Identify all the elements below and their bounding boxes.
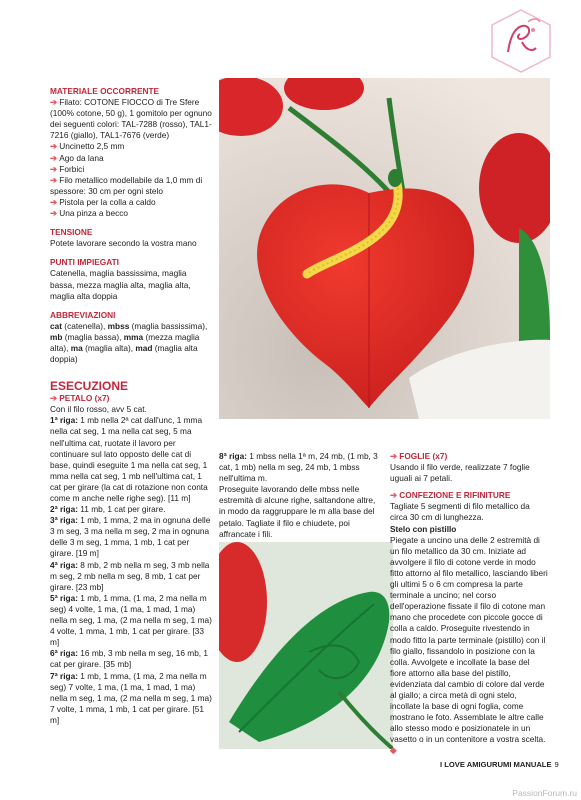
page-number: 9 — [554, 760, 559, 769]
punti-text: Catenella, maglia bassissima, maglia bassa, mezza maglia alta, maglia alta, maglia alta doppia — [50, 268, 191, 301]
foglie-text: Usando il filo verde, realizzate 7 foglie uguali ai 7 petali. — [390, 462, 530, 484]
materiale-item: ➔ Uncinetto 2,5 mm — [50, 141, 125, 152]
petalo-row: 4ª riga: 8 mb, 2 mb nella m seg, 3 mb nella m seg, 2 mb nella m seg, 8 mb, 1 cat per girare. [23 mb] — [50, 559, 210, 592]
calla-flower-image — [219, 78, 550, 419]
riga-8: 8ª riga: 1 mbss nella 1ª m, 24 mb, (1 mb, 3 cat, 1 mb) nella m seg, 24 mb, 1 mbss nell'ultima m. — [219, 451, 378, 484]
right-column — [390, 451, 548, 757]
esecuzione-title: ESECUZIONE — [50, 379, 129, 394]
materiale-list — [50, 97, 213, 219]
materiale-item: ➔ Forbici — [50, 163, 85, 174]
petalo-row: 5ª riga: 1 mb, 1 mma, (1 ma, 2 ma nella m seg) 4 volte, 1 ma, (1 ma, 1 mad, 1 ma) nella m seg, 1 ma, (2 ma nella m seg, 1 ma) 4 volte, 1 mma, 1 mb, 1 cat per girare. [33 m] — [50, 592, 212, 648]
petalo-intro: Con il filo rosso, avv 5 cat. — [50, 404, 147, 415]
petalo-row: 2ª riga: 11 mb, 1 cat per girare. — [50, 504, 166, 515]
materiale-item: ➔ Pistola per la colla a caldo — [50, 196, 156, 207]
materiale-item: ➔ Ago da lana — [50, 152, 104, 163]
materiale-item: ➔ Filo metallico modellabile da 1,0 mm di spessore: 30 cm per ogni stelo — [50, 174, 203, 196]
materiale-title: MATERIALE OCCORRENTE — [50, 86, 160, 96]
petalo-title: ➔ PETALO (x7) — [50, 393, 110, 404]
page-footer — [440, 760, 559, 769]
petalo-row: 6ª riga: 16 mb, 3 mb nella m seg, 16 mb, 1 cat per girare. [35 mb] — [50, 648, 209, 670]
calla-flower-photo — [219, 78, 550, 419]
petalo-row: 3ª riga: 1 mb, 1 mma, 2 ma in ognuna delle 3 m seg, 3 ma nella m seg, 2 ma in ognuna delle 3 m seg, 1 mma, 1 mb, 1 cat per girare. [19 m] — [50, 515, 211, 559]
foglie-title: ➔ FOGLIE (x7) — [390, 451, 448, 461]
petalo-row: 7ª riga: 1 mb, 1 mma, (1 ma, 2 ma nella m seg) 7 volte, 1 ma, (1 ma, 1 mad, 1 ma) nella m seg, 1 ma, (2 ma nella m seg, 1 ma) 7 volte, 1 mma, 1 mb, 1 cat per girare. [51 m] — [50, 670, 212, 725]
middle-column — [219, 451, 379, 540]
stelo-text: Piegate a uncino una delle 2 estremità di un filo metallico da 30 cm. Iniziate ad avvolgere il filo di cotone verde in modo fitto attorno al filo metallico, lasciando liberi gli ultimi 5 o 6 cm compresa la parte terminale a uncino; nel corso dell'operazione fissate il filo di cotone man mano che procedete con piccole gocce di colla a caldo. Proseguite rivestendo in modo fitto la parte terminale (pistillo) con il filo giallo, fissandolo in posizione con la colla. Avvolgete e incollate la base del fiore attorno alla base del pistillo, evidenziata dal cambio di colore dal verde al giallo; a circa metà di ogni stelo, incollate la base di ogni foglia, come mostrano le foto. Assemblate le altre calle allo stesso modo e posizionatele in un vasetto o in un contenitore a vostra scelta. ◆ — [390, 534, 548, 756]
materiale-item: ➔ Filato: COTONE FIOCCO di Tre Sfere (100% cotone, 50 g), 1 gomitolo per ognuno dei seguenti colori: TAL-7288 (rosso), TAL1-7216 (giallo), TAL1-7676 (verde) — [50, 97, 212, 141]
petalo-row: 1ª riga: 1 mb nella 2ª cat dall'unc, 1 mma nella cat seg, 1 ma nella cat seg, 5 ma nell'ultima cat, ruotate il lavoro per continuare sul lato opposto delle cat di base, quindi eseguite 1 ma nella cat seg, 1 mma nella cat seg, 1 mb nell'ultima cat, 1 cat per girare (la cat di rotazione non conta come m anche nelle righe seg). [11 m] — [50, 415, 208, 503]
tensione-title: TENSIONE — [50, 227, 93, 238]
magazine-name: I LOVE AMIGURUMI MANUALE — [440, 760, 552, 769]
tensione-text: Potete lavorare secondo la vostra mano — [50, 238, 197, 249]
leaf-photo — [219, 542, 393, 749]
abbreviazioni-title: ABBREVIAZIONI — [50, 309, 116, 320]
riga-8-para: Proseguite lavorando delle mbss nelle estremità di alcune righe, saltandone altre, in modo da raggruppare le m alla base del petalo. Tagliate il filo e chiudete, poi affrancate i fili. — [219, 484, 376, 539]
watermark: PassionForum.ru — [512, 788, 577, 798]
end-mark-icon: ◆ — [390, 745, 397, 756]
left-column — [50, 86, 213, 726]
magazine-logo-icon — [488, 8, 554, 74]
stelo-title: Stelo con pistillo — [390, 523, 457, 534]
materiale-item: ➔ Una pinza a becco — [50, 208, 128, 219]
abbreviazioni-text: cat (catenella), mbss (maglia bassissima), mb (maglia bassa), mma (mezza maglia alta), ma (maglia alta), mad (maglia alta doppia) — [50, 320, 208, 365]
confezione-title: ➔ CONFEZIONE E RIFINITURE — [390, 490, 511, 501]
punti-title: PUNTI IMPIEGATI — [50, 257, 119, 268]
confezione-text: Tagliate 5 segmenti di filo metallico da circa 30 cm di lunghezza. — [390, 501, 530, 523]
leaf-image — [219, 542, 393, 749]
